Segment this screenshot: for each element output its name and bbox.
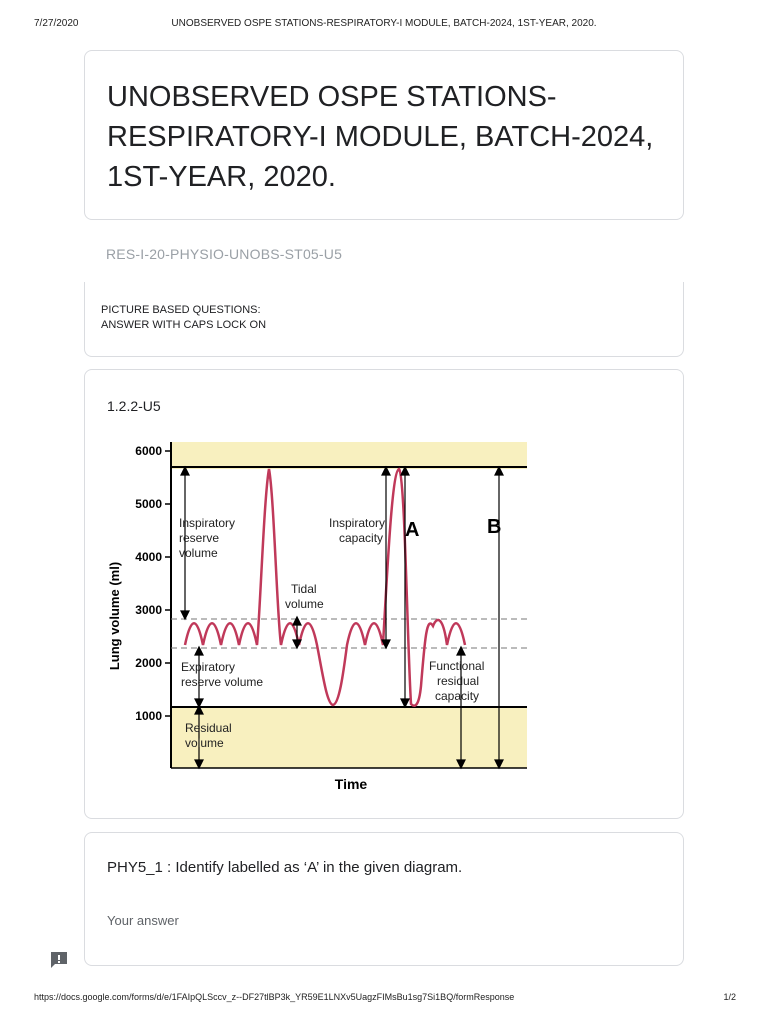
- frc-label-2: residual: [437, 674, 480, 688]
- image-question-label: 1.2.2-U5: [107, 398, 161, 414]
- print-title: UNOBSERVED OSPE STATIONS-RESPIRATORY-I MODULE, BATCH-2024, 1ST-YEAR, 2020.: [171, 18, 597, 29]
- erv-label-1: Expiratory: [181, 660, 236, 674]
- y-tick-5000: 5000: [135, 497, 162, 511]
- print-page-number: 1/2: [723, 992, 736, 1002]
- instruction-line-1: PICTURE BASED QUESTIONS:: [101, 304, 261, 316]
- y-tick-2000: 2000: [135, 656, 162, 670]
- irv-label-2: reserve: [179, 531, 220, 545]
- irv-label-3: volume: [179, 546, 218, 560]
- section-description-card: [84, 282, 684, 357]
- y-tick-3000: 3000: [135, 603, 162, 617]
- ic-label-1: Inspiratory: [329, 516, 386, 530]
- print-url: https://docs.google.com/forms/d/e/1FAIpQLSccv_z--DF27tlBP3k_YR59E1LNXv5UagzFIMsBu1sg7Si1BQ/formResponse: [34, 992, 515, 1002]
- rv-label-1: Residual: [185, 721, 232, 735]
- image-question-card: [84, 369, 684, 819]
- instruction-line-2: ANSWER WITH CAPS LOCK ON: [101, 319, 267, 331]
- lung-volume-diagram: [107, 436, 531, 801]
- frc-label-1: Functional: [429, 659, 485, 673]
- rv-label-2: volume: [185, 736, 224, 750]
- tidal-label-2: volume: [285, 597, 324, 611]
- marker-b: B: [487, 516, 502, 538]
- your-answer-field[interactable]: Your answer: [107, 913, 179, 928]
- form-title-card: [84, 50, 684, 220]
- x-axis-label: Time: [334, 776, 368, 792]
- irv-label-1: Inspiratory: [179, 516, 236, 530]
- print-date: 7/27/2020: [34, 18, 79, 29]
- lung-volume-svg: [107, 436, 531, 796]
- short-answer-question: PHY5_1 : Identify labelled as ‘A’ in the given diagram.: [107, 859, 463, 876]
- y-tick-6000: 6000: [135, 444, 162, 458]
- y-tick-4000: 4000: [135, 550, 162, 564]
- frc-label-3: capacity: [435, 689, 480, 703]
- y-axis-label: Lung volume (ml): [107, 561, 122, 671]
- top-band: [171, 442, 527, 469]
- section-id: RES-I-20-PHYSIO-UNOBS-ST05-U5: [106, 246, 343, 262]
- y-tick-1000: 1000: [135, 709, 162, 723]
- marker-a: A: [405, 519, 420, 541]
- short-answer-card: [84, 832, 684, 966]
- residual-band: [171, 707, 527, 768]
- feedback-icon[interactable]: [49, 950, 69, 970]
- form-title: UNOBSERVED OSPE STATIONS-RESPIRATORY-I MODULE, BATCH-2024, 1ST-YEAR, 2020.: [107, 81, 654, 193]
- tidal-label-1: Tidal: [291, 582, 317, 596]
- erv-label-2: reserve volume: [181, 675, 264, 689]
- ic-label-2: capacity: [339, 531, 384, 545]
